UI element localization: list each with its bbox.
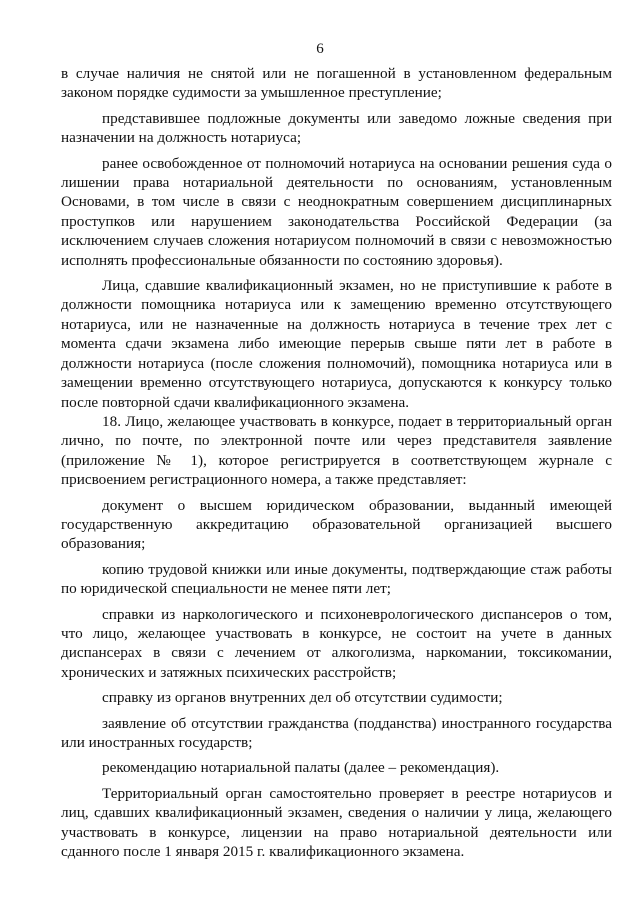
paragraph-exam-passed-not-working: Лица, сдавшие квалификационный экзамен, но не приступившие к работе в должности помощника нотариуса или к замещению временно отсутствующего нотариуса, или не назначенные на должность нотариуса в течение трех лет с момента сдачи экзамена либо имеющие перерыв свыше пяти лет в работе в должности нотариуса (после сложения полномочий), помощника нотариуса или в замещении временно отсутствующего нотариуса, допускаются к конкурсу только после повторной сдачи квалификационного экзамена.	[61, 277, 612, 411]
page-number: 6	[316, 41, 324, 57]
paragraph-section-18: 18. Лицо, желающее участвовать в конкурсе, подает в территориальный орган лично, по почте, по электронной почте или через представителя заявление (приложение № 1), которое регистрируется в соответствующем журнале с присвоением регистрационного номера, а также представляет:	[61, 412, 612, 489]
list-item-no-conviction: справку из органов внутренних дел об отсутствии судимости;	[102, 689, 503, 707]
document-body	[61, 64, 612, 861]
paragraph-territorial-body-check: Территориальный орган самостоятельно проверяет в реестре нотариусов и лиц, сдавших квалификационный экзамен, сведения о наличии у лица, желающего участвовать в конкурсе, лицензии на право нотариальной деятельности или сданного после 1 января 2015 г. квалификационного экзамена.	[61, 784, 612, 861]
list-item-diploma: документ о высшем юридическом образовании, выданный имеющей государственную аккредитацию образовательной организацией высшего образования;	[61, 496, 612, 553]
paragraph-false-documents: представившее подложные документы или заведомо ложные сведения при назначении на должность нотариуса;	[61, 109, 612, 147]
list-item-citizenship-statement: заявление об отсутствии гражданства (подданства) иностранного государства или иностранных государств;	[61, 714, 612, 751]
list-item-recommendation: рекомендацию нотариальной палаты (далее – рекомендация).	[102, 759, 500, 777]
paragraph-dismissed-notary: ранее освобожденное от полномочий нотариуса на основании решения суда о лишении права нотариальной деятельности по основаниям, установленным Основами, в том числе в связи с неоднократным совершением дисциплинарных проступков или нарушением законодательства Российской Федерации (за исключением случаев сложения нотариусом полномочий в связи с невозможностью исполнять профессиональные обязанности по состоянию здоровья).	[61, 154, 612, 269]
list-item-work-record: копию трудовой книжки или иные документы, подтверждающие стаж работы по юридической специальности не менее пяти лет;	[61, 560, 612, 598]
list-item-medical-certificates: справки из наркологического и психоневрологического диспансеров о том, что лицо, желающее участвовать в конкурсе, не состоит на учете в данных диспансерах в связи с лечением от алкоголизма, наркомании, токсикомании, хронических и затяжных психических расстройств;	[61, 605, 612, 681]
paragraph-criminal-record: в случае наличия не снятой или не погашенной в установленном федеральным законом порядке судимости за умышленное преступление;	[61, 65, 612, 102]
